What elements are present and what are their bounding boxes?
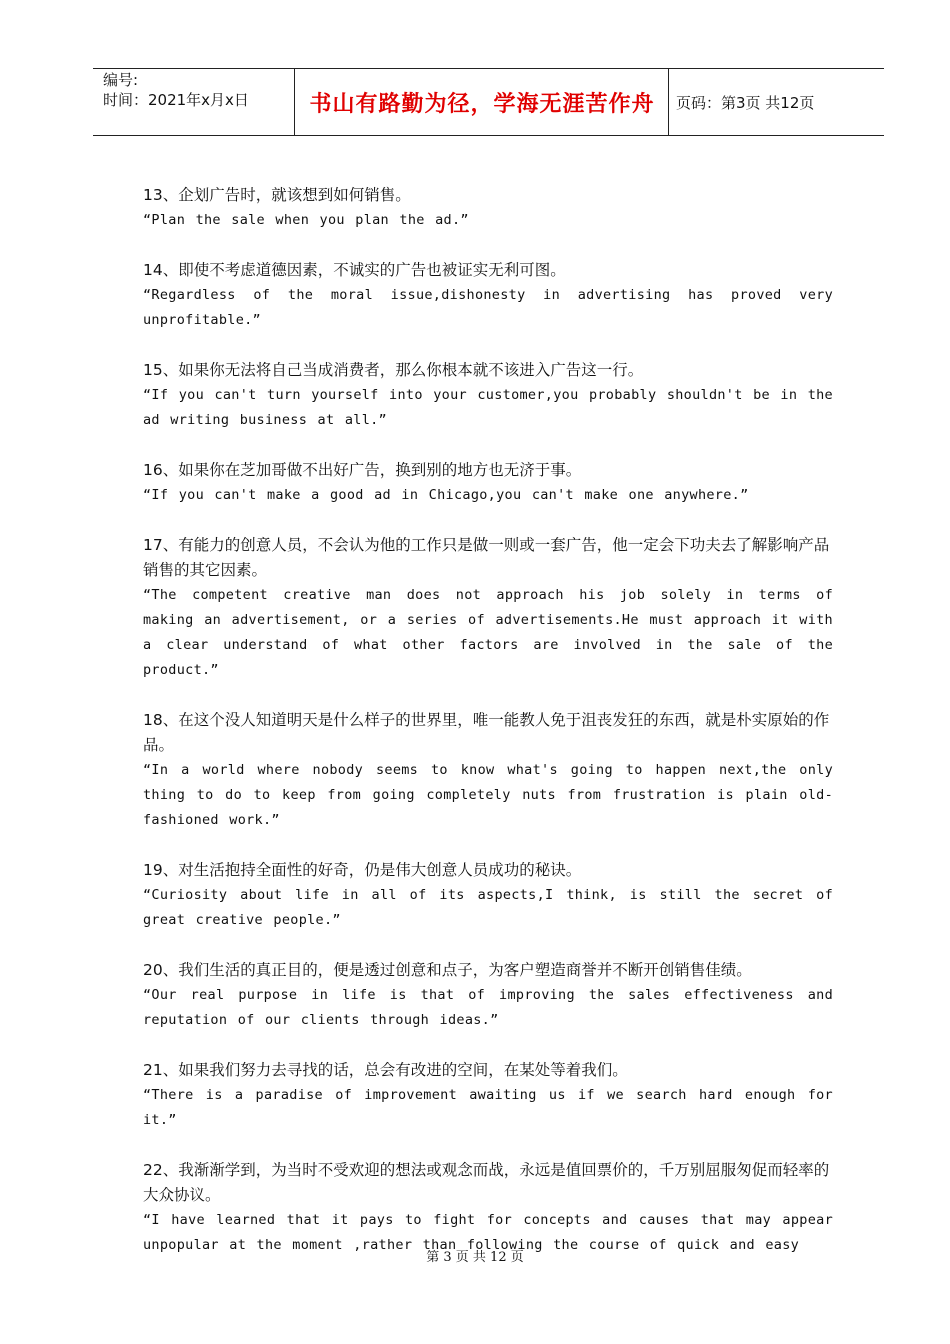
quote-chinese: 20、我们生活的真正目的，便是透过创意和点子，为客户塑造商誉并不断开创销售佳绩。 xyxy=(143,961,752,979)
quote-entry xyxy=(143,533,833,683)
header-bottom-rule xyxy=(93,135,884,136)
quote-chinese: 16、如果你在芝加哥做不出好广告，换到别的地方也无济于事。 xyxy=(143,461,582,479)
quote-english: “If you can't turn yourself into your customer,you probably shouldn't be in the ad writing business at all.” xyxy=(143,387,833,428)
quote-english: “Plan the sale when you plan the ad.” xyxy=(143,212,469,228)
quote-entry xyxy=(143,1158,833,1258)
quote-english: “Curiosity about life in all of its aspects,I think, is still the secret of great creative people.” xyxy=(143,887,833,928)
header-page-label: 页码：第3页 共12页 xyxy=(676,93,815,112)
header-motto: 书山有路勤为径，学海无涯苦作舟 xyxy=(309,90,655,117)
quote-chinese: 22、我渐渐学到，为当时不受欢迎的想法或观念而战，永远是值回票价的，千万别屈服匆促而轻率的大众协议。 xyxy=(143,1161,830,1204)
header-divider-right xyxy=(668,68,669,136)
quote-english: “If you can't make a good ad in Chicago,you can't make one anywhere.” xyxy=(143,487,749,503)
quote-english: “Regardless of the moral issue,dishonesty in advertising has proved very unprofitable.” xyxy=(143,287,833,328)
quote-entry xyxy=(143,258,833,333)
quote-chinese: 18、在这个没人知道明天是什么样子的世界里，唯一能教人免于沮丧发狂的东西，就是朴实原始的作品。 xyxy=(143,711,830,754)
quote-english: “In a world where nobody seems to know what's going to happen next,the only thing to do to keep from going completely nuts from frustration is plain old-fashioned work.” xyxy=(143,762,833,828)
serial-label: 编号: xyxy=(103,71,139,89)
quote-chinese: 15、如果你无法将自己当成消费者，那么你根本就不该进入广告这一行。 xyxy=(143,361,644,379)
header-meta xyxy=(103,70,249,110)
header-divider-left xyxy=(294,68,295,136)
quote-english: “The competent creative man does not approach his job solely in terms of making an advertisement, or a series of advertisements.He must approach it with a clear understand of what other factors are involved in the sale of the product.” xyxy=(143,587,833,678)
quote-chinese: 19、对生活抱持全面性的好奇，仍是伟大创意人员成功的秘诀。 xyxy=(143,861,582,879)
quote-english: “Our real purpose in life is that of improving the sales effectiveness and reputation of our clients through ideas.” xyxy=(143,987,833,1028)
quote-chinese: 14、即使不考虑道德因素，不诚实的广告也被证实无利可图。 xyxy=(143,261,566,279)
quote-english: “There is a paradise of improvement awaiting us if we search hard enough for it.” xyxy=(143,1087,833,1128)
quote-entry xyxy=(143,858,833,933)
quote-list xyxy=(143,183,833,1283)
quote-entry xyxy=(143,183,833,233)
quote-chinese: 21、如果我们努力去寻找的话，总会有改进的空间，在某处等着我们。 xyxy=(143,1061,628,1079)
quote-english: “I have learned that it pays to fight for concepts and causes that may appear unpopular at the moment ,rather than following the course of quick and easy xyxy=(143,1212,833,1253)
quote-entry xyxy=(143,708,833,833)
quote-entry xyxy=(143,358,833,433)
quote-entry xyxy=(143,458,833,508)
page-footer: 第 3 页 共 12 页 xyxy=(426,1250,524,1265)
quote-entry xyxy=(143,958,833,1033)
time-label: 时间：2021年x月x日 xyxy=(103,91,249,109)
quote-entry xyxy=(143,1058,833,1133)
quote-chinese: 13、企划广告时，就该想到如何销售。 xyxy=(143,186,411,204)
quote-chinese: 17、有能力的创意人员，不会认为他的工作只是做一则或一套广告，他一定会下功夫去了解影响产品销售的其它因素。 xyxy=(143,536,830,579)
